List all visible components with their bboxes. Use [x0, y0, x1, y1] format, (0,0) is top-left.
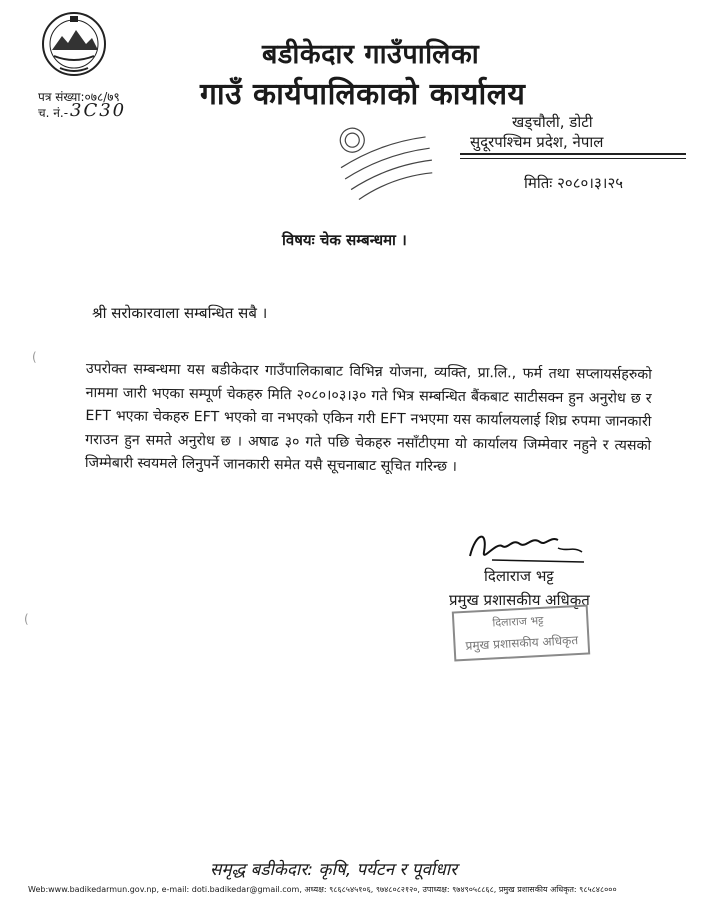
dispatch-ref-number: 3C30	[70, 100, 127, 121]
org-name: बडीकेदार गाउँपालिका	[262, 39, 480, 70]
letter-date: मितिः २०८०।३।२५	[524, 174, 624, 192]
municipality-emblem-icon	[40, 10, 108, 78]
header-rule-bottom	[460, 158, 686, 159]
address-line-1: खड्चौली, डोटी	[512, 113, 593, 131]
address-line-2: सुदूरपश्चिम प्रदेश, नेपाल	[470, 133, 604, 151]
dispatch-ref-label: च. नं.-	[38, 106, 69, 120]
office-seal-icon	[330, 112, 440, 202]
signatory-title: प्रमुख प्रशासकीय अधिकृत	[449, 591, 590, 609]
punch-mark-top: (	[32, 350, 37, 364]
signatory-name: दिलाराज भट्ट	[484, 567, 554, 585]
official-stamp	[452, 604, 590, 661]
footer-contact: Web:www.badikedarmun.gov.np, e-mail: doti.badikedar@gmail.com, अध्यक्ष: ९८६८५४५१०६, ९७४८०८२१२०, उपाध्यक्ष: ९७४९०५८८६८, प्रमुख प्रशासकीय अधिकृत: ९८५८४८०००	[28, 885, 617, 894]
handwritten-signature	[462, 522, 592, 570]
office-name: गाउँ कार्यपालिकाको कार्यालय	[200, 77, 526, 112]
stamp-name: दिलाराज भट्ट	[492, 613, 544, 630]
footer-motto: समृद्ध बडीकेदार: कृषि, पर्यटन र पूर्वाधार	[210, 860, 458, 880]
header-rule-top	[460, 153, 686, 155]
letter-subject: विषयः चेक सम्बन्धमा ।	[282, 231, 407, 249]
punch-mark-bottom: (	[24, 612, 29, 626]
salutation: श्री सरोकारवाला सम्बन्धित सबै ।	[92, 304, 268, 322]
letter-ref-number: पत्र संख्या:०७८/७९	[38, 90, 120, 104]
stamp-title: प्रमुख प्रशासकीय अधिकृत	[465, 633, 579, 653]
letter-body: उपरोक्त सम्बन्धमा यस बडीकेदार गाउँपालिकाबाट विभिन्न योजना, व्यक्ति, प्रा.लि., फर्म तथा सप्लायर्सहरुको नाममा जारी भएका सम्पूर्ण चेकहरु मिति २०८०।०३।३० गते भित्र सम्बन्धित बैंकबाट साटीसक्न हुन अनुरोध छ र EFT भएका चेकहरु EFT भएको वा नभएको एकिन गरी EFT नभएमा यस कार्यालयलाई शिघ्र रुपमा जानकारी गराउन हुन समते अनुरोध छ । अषाढ ३० गते पछि चेकहरु नसाँटीएमा यो कार्यालय जिम्मेवार नहुने र त्यसको जिम्मेबारी स्वयमले लिनुपर्ने जानकारी समेत यसै सूचनाबाट सूचित गरिन्छ ।	[84, 360, 652, 476]
